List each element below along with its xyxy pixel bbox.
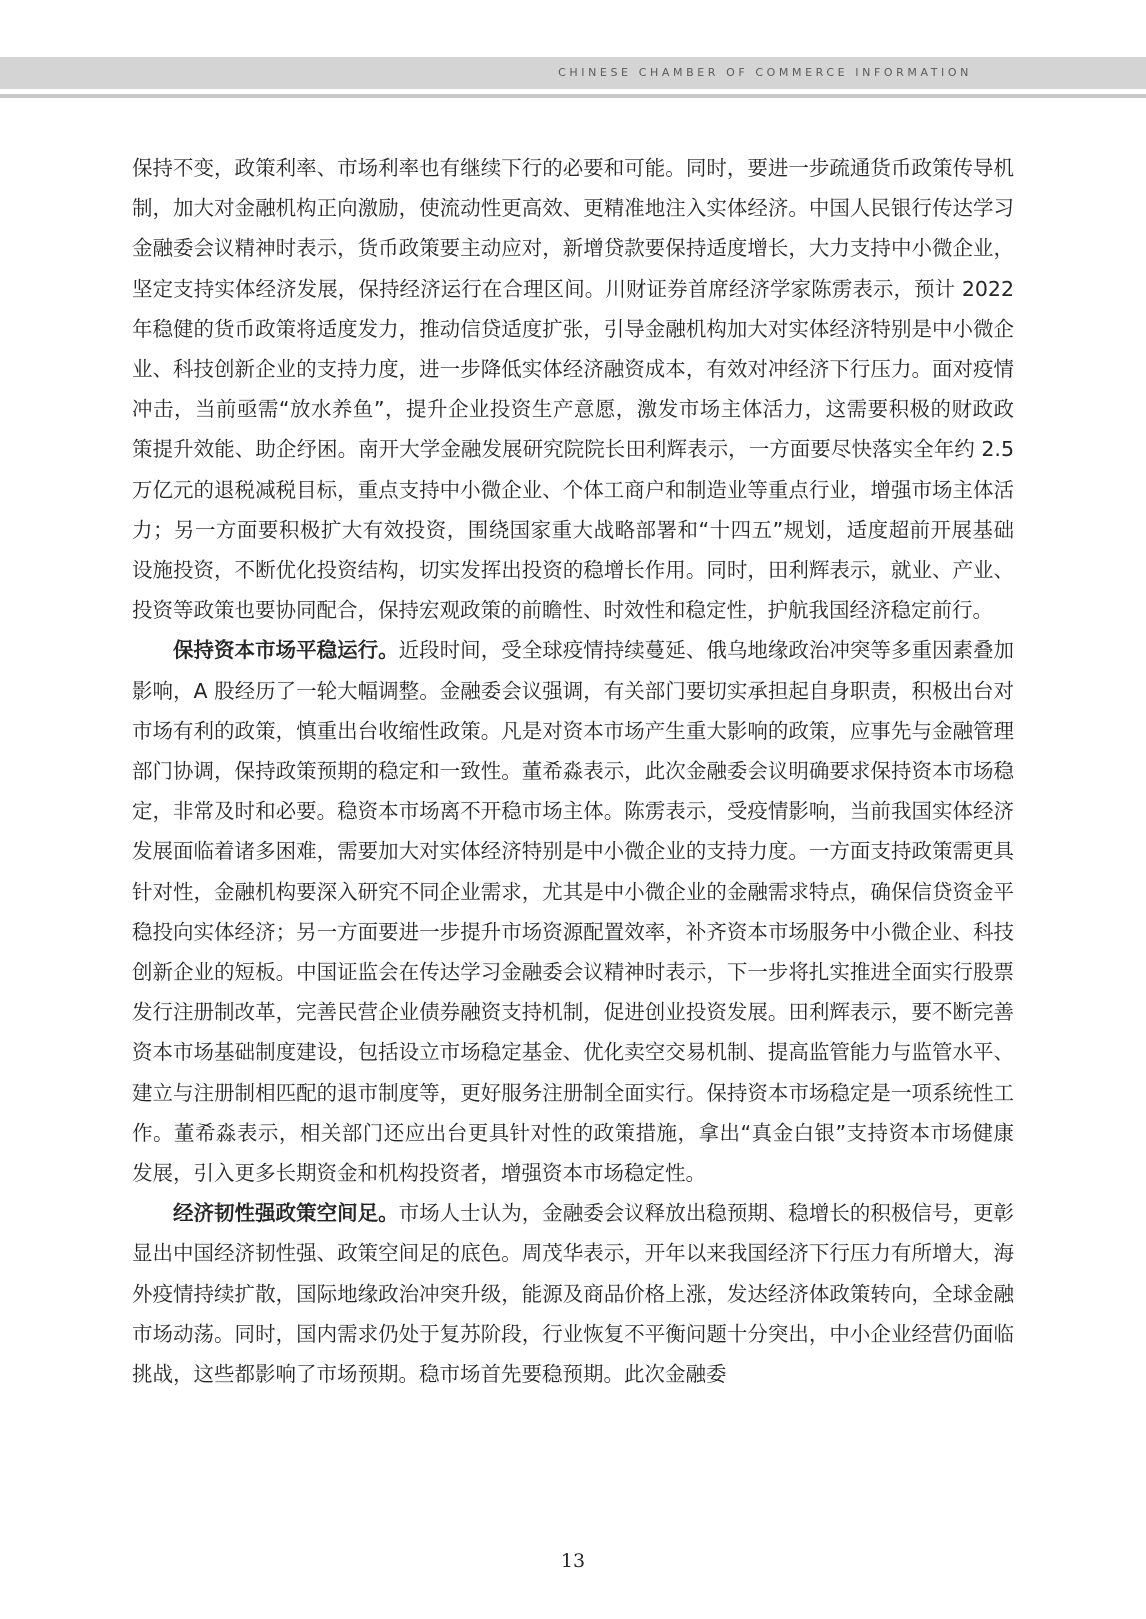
- paragraph-text: 市场人士认为，金融委会议释放出稳预期、稳增长的积极信号，更彰显出中国经济韧性强、政策空间足的底色。周茂华表示，开年以来我国经济下行压力有所增大，海外疫情持续扩散，国际地缘政治冲突升级，能源及商品价格上涨，发达经济体政策转向，全球金融市场动荡。同时，国内需求仍处于复苏阶段，行业恢复不平衡问题十分突出，中小企业经营仍面临挑战，这些都影响了市场预期。稳市场首先要稳预期。此次金融委: [132, 1201, 1015, 1387]
- paragraph-text: 保持不变，政策利率、市场利率也有继续下行的必要和可能。同时，要进一步疏通货币政策传导机制，加大对金融机构正向激励，使流动性更高效、更精准地注入实体经济。中国人民银行传达学习金融委会议精神时表示，货币政策要主动应对，新增贷款要保持适度增长，大力支持中小微企业，坚定支持实体经济发展，保持经济运行在合理区间。川财证券首席经济学家陈雳表示，预计 2022 年稳健的货币政策将适度发力，推动信贷适度扩张，引导金融机构加大对实体经济特别是中小微企业、科技创新企业的支持力度，进一步降低实体经济融资成本，有效对冲经济下行压力。面对疫情冲击，当前亟需“放水养鱼”，提升企业投资生产意愿，激发市场主体活力，这需要积极的财政政策提升效能、助企纾困。南开大学金融发展研究院院长田利辉表示，一方面要尽快落实全年约 2.5 万亿元的退税减税目标，重点支持中小微企业、个体工商户和制造业等重点行业，增强市场主体活力；另一方面要积极扩大有效投资，围绕国家重大战略部署和“十四五”规划，适度超前开展基础设施投资，不断优化投资结构，切实发挥出投资的稳增长作用。同时，田利辉表示，就业、产业、投资等政策也要协同配合，保持宏观政策的前瞻性、时效性和稳定性，护航我国经济稳定前行。: [132, 156, 1014, 623]
- running-header-band: [0, 57, 1146, 89]
- paragraph-lead: 经济韧性强政策空间足。: [173, 1201, 399, 1226]
- paragraph-continued: [132, 148, 1014, 630]
- page-number: 13: [560, 1550, 586, 1572]
- running-header-title: CHINESE CHAMBER OF COMMERCE INFORMATION: [558, 66, 972, 79]
- header-divider: [0, 94, 1146, 98]
- paragraph-capital-market: [132, 630, 1014, 1193]
- article-body: [132, 148, 1014, 1394]
- paragraph-lead: 保持资本市场平稳运行。: [173, 638, 399, 663]
- paragraph-economic-resilience: [132, 1193, 1014, 1394]
- paragraph-text: 近段时间，受全球疫情持续蔓延、俄乌地缘政治冲突等多重因素叠加影响，A 股经历了一轮大幅调整。金融委会议强调，有关部门要切实承担起自身职责，积极出台对市场有利的政策，慎重出台收缩性政策。凡是对资本市场产生重大影响的政策，应事先与金融管理部门协调，保持政策预期的稳定和一致性。董希淼表示，此次金融委会议明确要求保持资本市场稳定，非常及时和必要。稳资本市场离不开稳市场主体。陈雳表示，受疫情影响，当前我国实体经济发展面临着诸多困难，需要加大对实体经济特别是中小微企业的支持力度。一方面支持政策需更具针对性，金融机构要深入研究不同企业需求，尤其是中小微企业的金融需求特点，确保信贷资金平稳投向实体经济；另一方面要进一步提升市场资源配置效率，补齐资本市场服务中小微企业、科技创新企业的短板。中国证监会在传达学习金融委会议精神时表示，下一步将扎实推进全面实行股票发行注册制改革，完善民营企业债券融资支持机制，促进创业投资发展。田利辉表示，要不断完善资本市场基础制度建设，包括设立市场稳定基金、优化卖空交易机制、提高监管能力与监管水平、建立与注册制相匹配的退市制度等，更好服务注册制全面实行。保持资本市场稳定是一项系统性工作。董希淼表示，相关部门还应出台更具针对性的政策措施，拿出“真金白银”支持资本市场健康发展，引入更多长期资金和机构投资者，增强资本市场稳定性。: [132, 638, 1015, 1186]
